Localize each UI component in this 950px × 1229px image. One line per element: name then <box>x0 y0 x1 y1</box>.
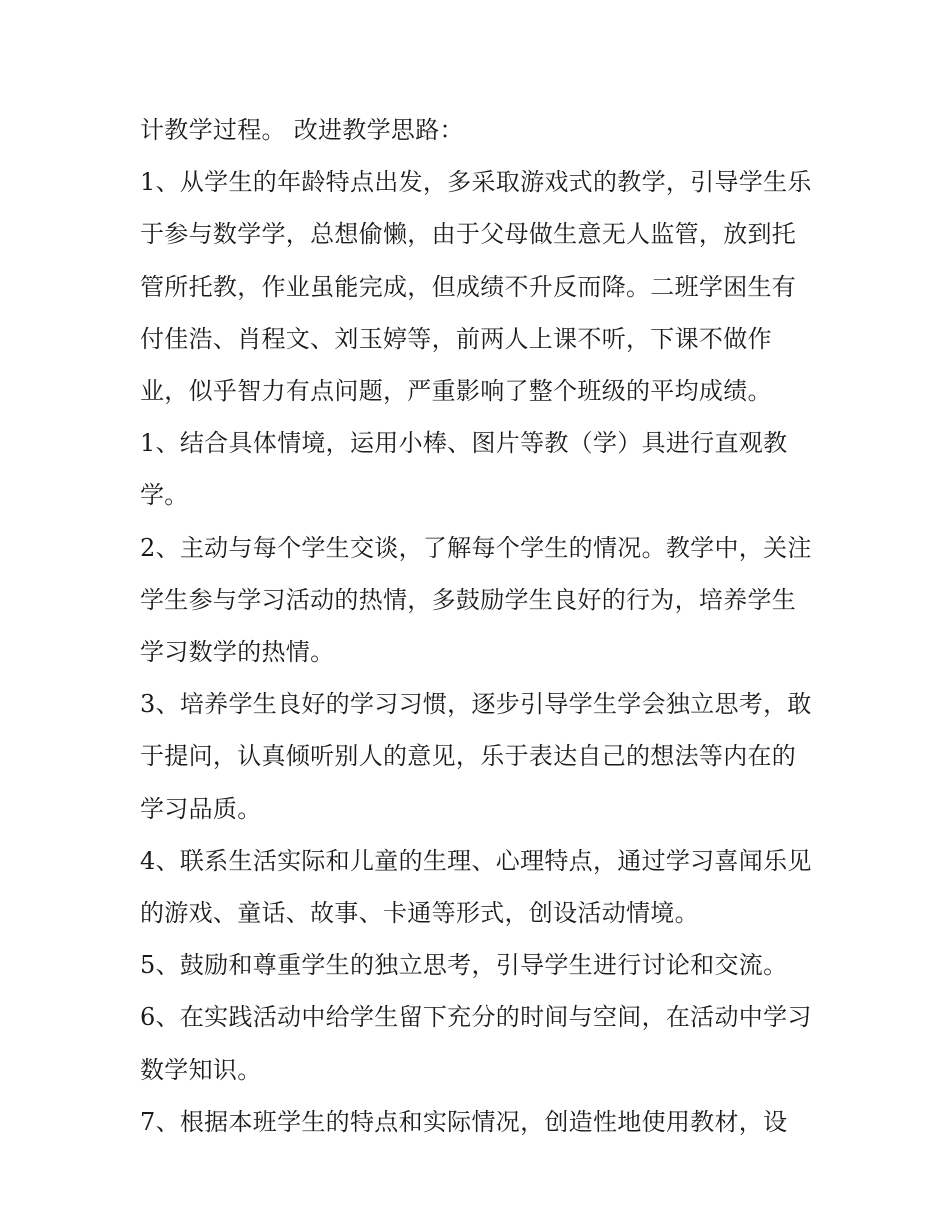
paragraph-item-7: 7、根据本班学生的特点和实际情况，创造性地使用教材，设 <box>140 1107 788 1136</box>
paragraph-item-4: 4、联系生活实际和儿童的生理、心理特点，通过学习喜闻乐见的游戏、童话、故事、卡通等形式，创设活动情境。 <box>140 846 812 928</box>
paragraph-intro: 计教学过程。 改进教学思路： <box>140 116 464 144</box>
paragraph-item-5: 5、鼓励和尊重学生的独立思考，引导学生进行讨论和交流。 <box>140 951 788 980</box>
document-body <box>140 104 820 1148</box>
paragraph-item-3: 3、培养学生良好的学习习惯，逐步引导学生学会独立思考，敢于提问，认真倾听别人的意见，乐于表达自己的想法等内在的学习品质。 <box>140 690 812 823</box>
paragraph-item-1: 1、从学生的年龄特点出发，多采取游戏式的教学，引导学生乐于参与数学学，总想偷懒，由于父母做生意无人监管，放到托管所托教，作业虽能完成，但成绩不升反而降。二班学困生有付佳浩、肖程文、刘玉婷等，前两人上课不听，下课不做作业，似乎智力有点问题，严重影响了整个班级的平均成绩。 <box>140 168 812 406</box>
paragraph-item-2: 2、主动与每个学生交谈，了解每个学生的情况。教学中，关注学生参与学习活动的热情，多鼓励学生良好的行为，培养学生学习数学的热情。 <box>140 533 812 667</box>
paragraph-item-6: 6、在实践活动中给学生留下充分的时间与空间，在活动中学习数学知识。 <box>140 1003 812 1084</box>
paragraph-item-1b: 1、结合具体情境，运用小棒、图片等教（学）具进行直观教学。 <box>140 429 788 510</box>
